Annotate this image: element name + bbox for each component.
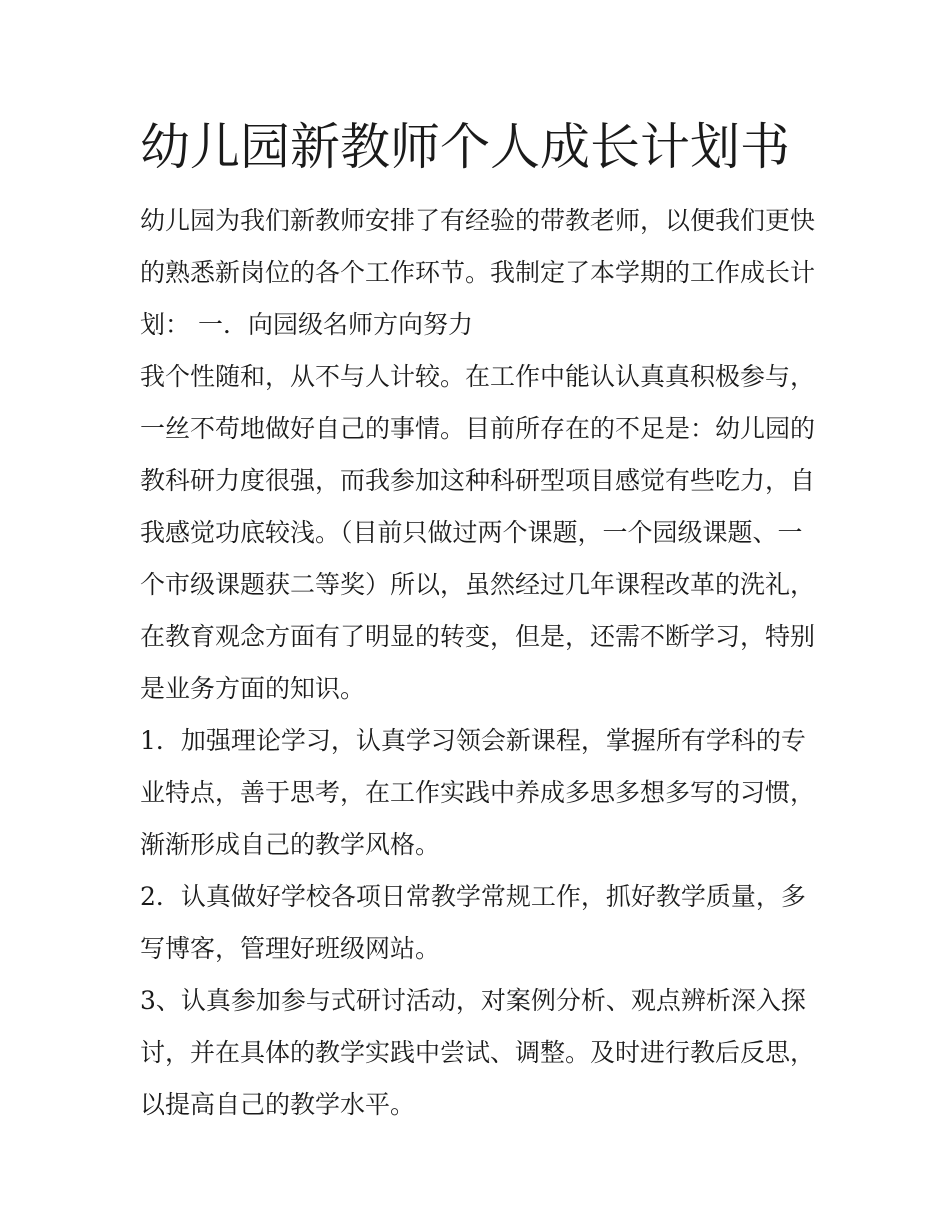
document-body [140, 195, 820, 1131]
paragraph-self-assessment: 我个性随和，从不与人计较。在工作中能认认真真积极参与，一丝不苟地做好自己的事情。目前所存在的不足是：幼儿园的教科研力度很强，而我参加这种科研型项目感觉有些吃力，自我感觉功底较浅。（目前只做过两个课题，一个园级课题、一个市级课题获二等奖）所以，虽然经过几年课程改革的洗礼，在教育观念方面有了明显的转变，但是，还需不断学习，特别是业务方面的知识。 [140, 362, 816, 703]
paragraph-item-1: 1．加强理论学习，认真学习领会新课程，掌握所有学科的专业特点，善于思考，在工作实践中养成多思多想多写的习惯，渐渐形成自己的教学风格。 [140, 726, 816, 859]
paragraph-item-3: 3、认真参加参与式研讨活动，对案例分析、观点辨析深入探讨，并在具体的教学实践中尝试、调整。及时进行教后反思，以提高自己的教学水平。 [140, 986, 816, 1119]
paragraph-intro: 幼儿园为我们新教师安排了有经验的带教老师，以便我们更快的熟悉新岗位的各个工作环节。我制定了本学期的工作成长计划： 一．向园级名师方向努力 [140, 206, 816, 339]
document-title: 幼儿园新教师个人成长计划书 [140, 118, 790, 176]
paragraph-item-2: 2．认真做好学校各项日常教学常规工作，抓好教学质量，多写博客，管理好班级网站。 [140, 882, 806, 963]
